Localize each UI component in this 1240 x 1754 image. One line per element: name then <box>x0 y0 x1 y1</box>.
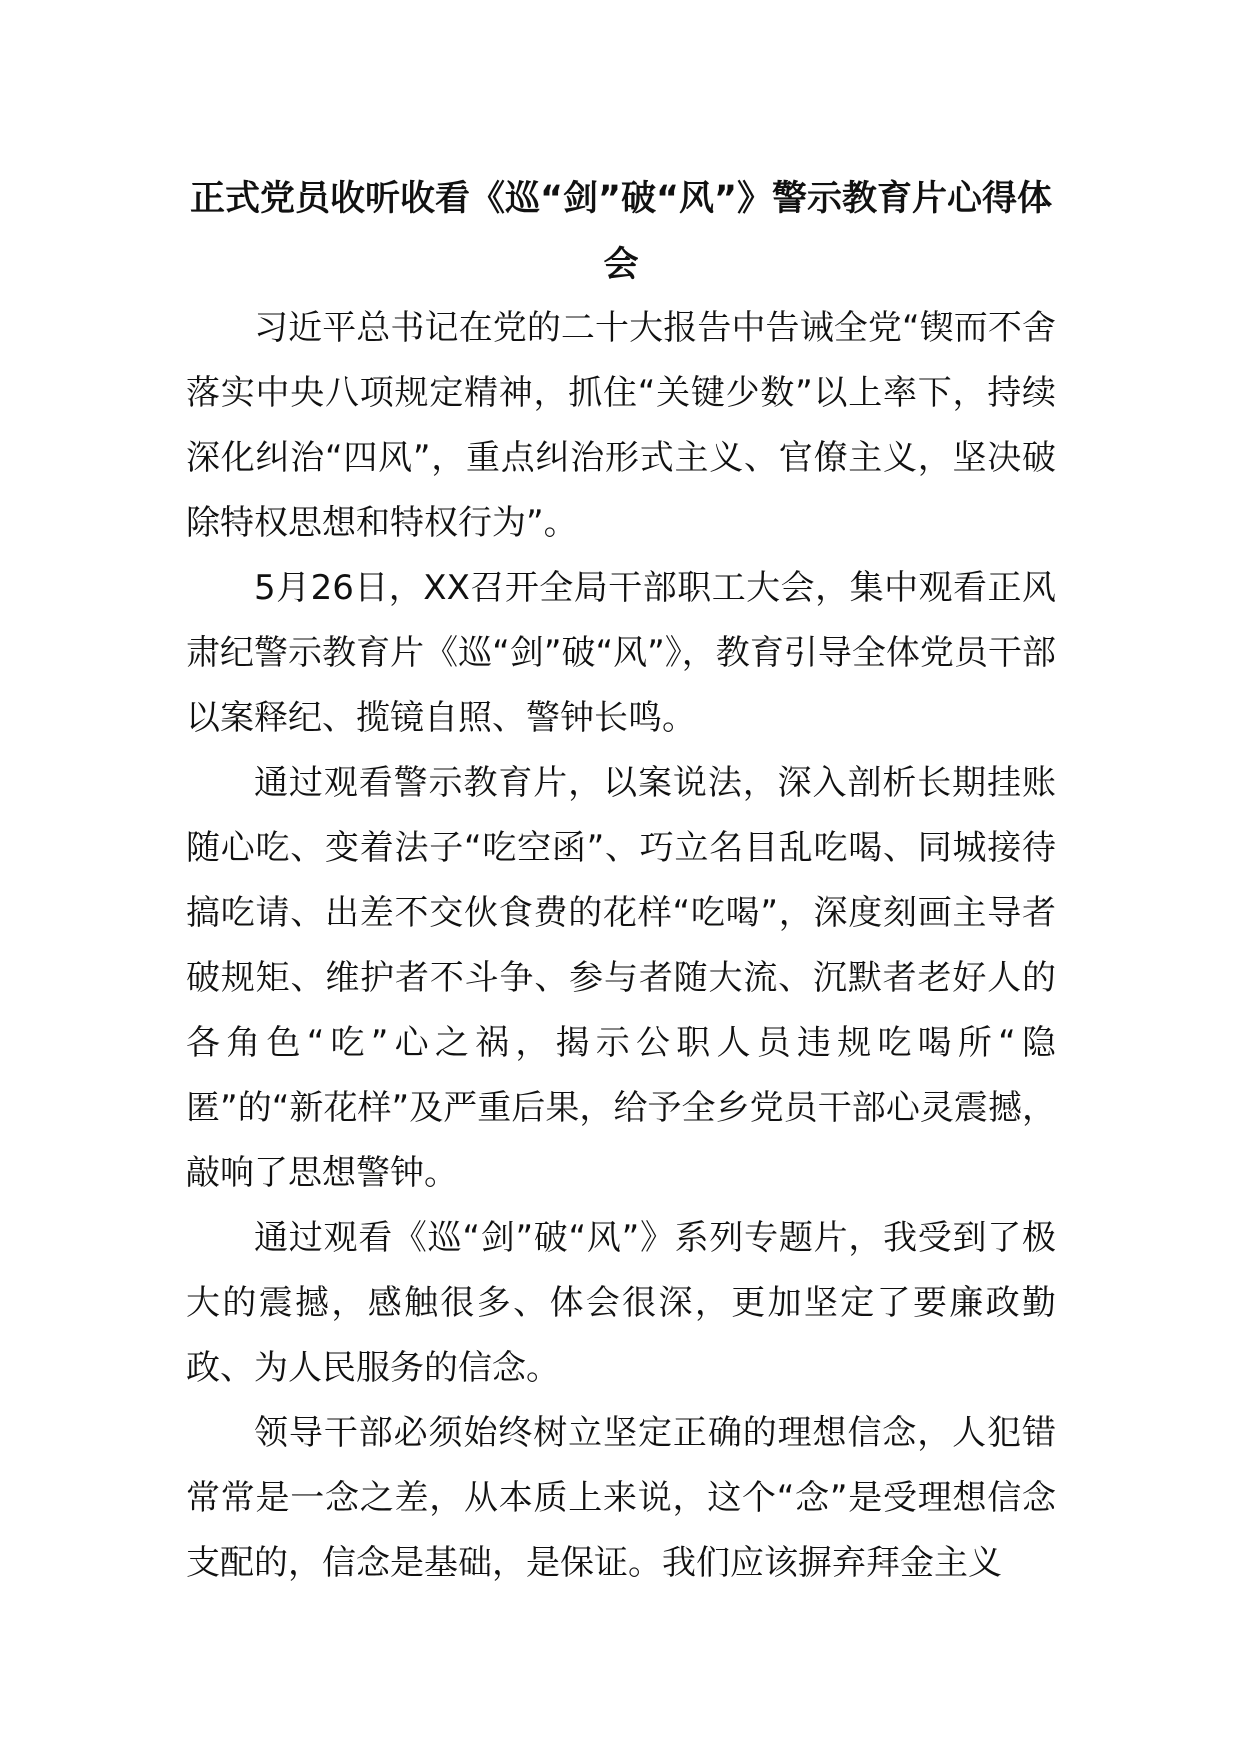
paragraph: 通过观看警示教育片，以案说法，深入剖析长期挂账随心吃、变着法子“吃空函”、巧立名目乱吃喝、同城接待搞吃请、出差不交伙食费的花样“吃喝”，深度刻画主导者破规矩、维护者不斗争、参与者随大流、沉默者老好人的各角色“吃”心之祸，揭示公职人员违规吃喝所“隐匿”的“新花样”及严重后果，给予全乡党员干部心灵震撼，敲响了思想警钟。 <box>186 763 1056 1193</box>
paragraph: 通过观看《巡“剑”破“风”》系列专题片，我受到了极大的震撼，感触很多、体会很深，更加坚定了要廉政勤政、为人民服务的信念。 <box>186 1218 1056 1388</box>
document-body <box>186 296 1056 1596</box>
document-title: 正式党员收听收看《巡“剑”破“风”》警示教育片心得体会 <box>189 179 1052 285</box>
paragraph: 领导干部必须始终树立坚定正确的理想信念，人犯错常常是一念之差，从本质上来说，这个“念”是受理想信念支配的，信念是基础，是保证。我们应该摒弃拜金主义 <box>186 1413 1056 1583</box>
paragraph: 5月26日，XX召开全局干部职工大会，集中观看正风肃纪警示教育片《巡“剑”破“风”》，教育引导全体党员干部以案释纪、揽镜自照、警钟长鸣。 <box>186 568 1056 738</box>
paragraph: 习近平总书记在党的二十大报告中告诫全党“锲而不舍落实中央八项规定精神，抓住“关键少数”以上率下，持续深化纠治“四风”，重点纠治形式主义、官僚主义，坚决破除特权思想和特权行为”。 <box>186 308 1056 543</box>
